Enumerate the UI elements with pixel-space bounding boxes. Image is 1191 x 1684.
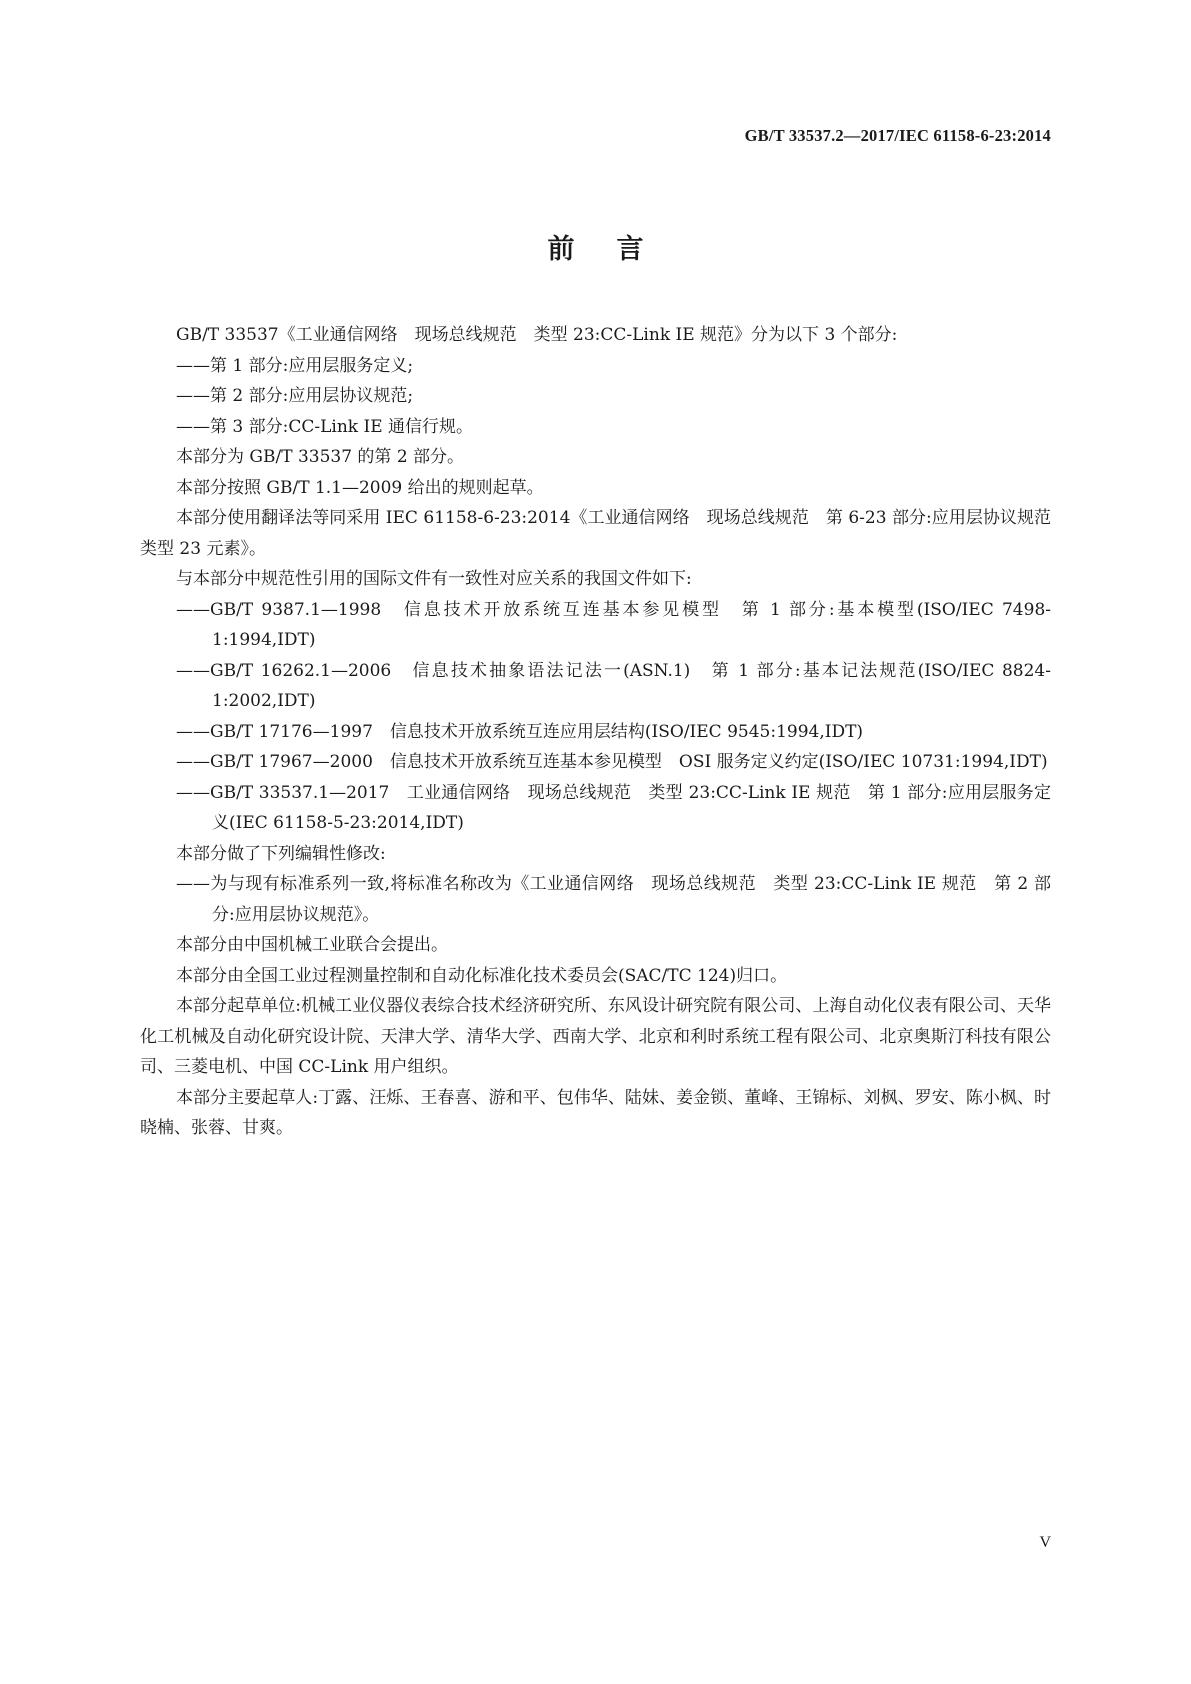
- list-item: ——GB/T 16262.1—2006 信息技术抽象语法记法一(ASN.1) 第 1 部分:基本记法规范(ISO/IEC 8824-1:2002,IDT): [176, 660, 1051, 711]
- page-number: V: [1039, 1534, 1051, 1551]
- foreword-body: [140, 320, 1068, 1144]
- list-item: ——为与现有标准系列一致,将标准名称改为《工业通信网络 现场总线规范 类型 23:CC-Link IE 规范 第 2 部分:应用层协议规范》。: [176, 874, 1051, 925]
- page-title: 前言: [547, 234, 686, 265]
- paragraph: GB/T 33537《工业通信网络 现场总线规范 类型 23:CC-Link IE 规范》分为以下 3 个部分:: [176, 325, 898, 345]
- list-item: ——GB/T 17967—2000 信息技术开放系统互连基本参见模型 OSI 服务定义约定(ISO/IEC 10731:1994,IDT): [176, 752, 1048, 772]
- list-item: ——GB/T 9387.1—1998 信息技术开放系统互连基本参见模型 第 1 部分:基本模型(ISO/IEC 7498-1:1994,IDT): [176, 599, 1051, 650]
- paragraph: 本部分按照 GB/T 1.1—2009 给出的规则起草。: [176, 477, 544, 498]
- list-item: ——GB/T 33537.1—2017 工业通信网络 现场总线规范 类型 23:CC-Link IE 规范 第 1 部分:应用层服务定义(IEC 61158-5-23:2014,IDT): [176, 782, 1051, 833]
- paragraph: 与本部分中规范性引用的国际文件有一致性对应关系的我国文件如下:: [176, 569, 692, 589]
- list-item: ——第 3 部分:CC-Link IE 通信行规。: [176, 416, 474, 437]
- paragraph: 本部分由中国机械工业联合会提出。: [176, 935, 448, 955]
- paragraph: 本部分使用翻译法等同采用 IEC 61158-6-23:2014《工业通信网络 现场总线规范 第 6-23 部分:应用层协议规范 类型 23 元素》。: [140, 508, 1068, 559]
- paragraph: 本部分为 GB/T 33537 的第 2 部分。: [176, 447, 465, 467]
- list-item: ——第 2 部分:应用层协议规范;: [176, 386, 414, 406]
- paragraph: 本部分主要起草人:丁露、汪烁、王春喜、游和平、包伟华、陆妹、姜金锁、董峰、王锦标、刘枫、罗安、陈小枫、时晓楠、张蓉、甘爽。: [140, 1087, 1051, 1138]
- standard-code: GB/T 33537.2—2017/IEC 61158-6-23:2014: [744, 126, 1051, 145]
- list-item: ——GB/T 17176—1997 信息技术开放系统互连应用层结构(ISO/IEC 9545:1994,IDT): [176, 721, 864, 742]
- paragraph: 本部分做了下列编辑性修改:: [176, 843, 386, 864]
- paragraph: 本部分起草单位:机械工业仪器仪表综合技术经济研究所、东风设计研究院有限公司、上海自动化仪表有限公司、天华化工机械及自动化研究设计院、天津大学、清华大学、西南大学、北京和利时系统工程有限公司、北京奥斯汀科技有限公司、三菱电机、中国 CC-Link 用户组织。: [140, 996, 1051, 1077]
- paragraph: 本部分由全国工业过程测量控制和自动化标准化技术委员会(SAC/TC 124)归口。: [176, 965, 788, 986]
- list-item: ——第 1 部分:应用层服务定义;: [176, 355, 414, 376]
